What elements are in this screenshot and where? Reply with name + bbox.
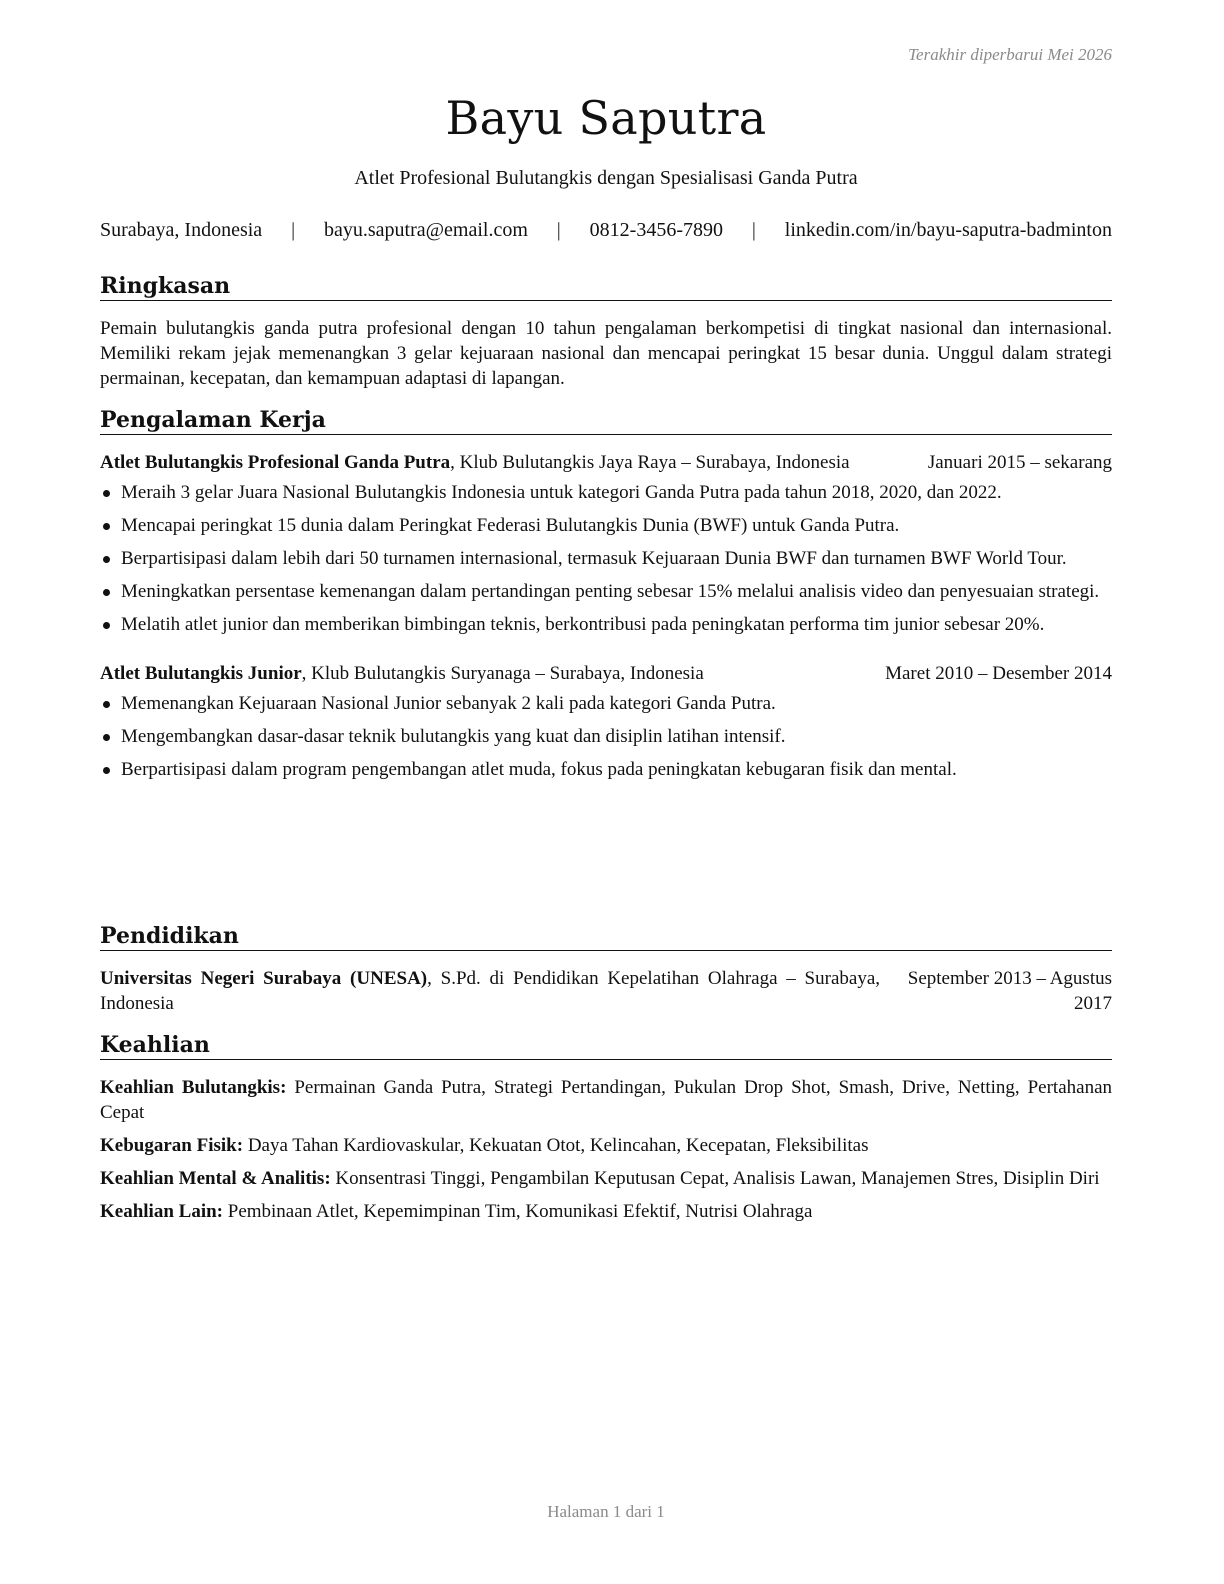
candidate-name: Bayu Saputra	[445, 91, 767, 145]
bullet-icon	[103, 490, 110, 497]
job-role: Atlet Bulutangkis Junior	[100, 663, 302, 684]
page-number: Halaman 1 dari 1	[547, 1502, 665, 1521]
job-bullet: Mencapai peringkat 15 dunia dalam Peringkat Federasi Bulutangkis Dunia (BWF) untuk Ganda Putra.	[100, 513, 1112, 538]
job-bullet: Berpartisipasi dalam program pengembangan atlet muda, fokus pada peningkatan kebugaran fisik dan mental.	[100, 757, 1112, 782]
job-entry	[100, 450, 1112, 637]
bullet-icon	[103, 767, 110, 774]
contact-linkedin[interactable]: linkedin.com/in/bayu-saputra-badminton	[784, 219, 1112, 241]
job-dates: Maret 2010 – Desember 2014	[885, 663, 1112, 684]
job-organization: , Klub Bulutangkis Suryanaga – Surabaya, Indonesia	[301, 663, 704, 684]
experience-section	[100, 406, 1112, 782]
job-bullet: Meningkatkan persentase kemenangan dalam pertandingan penting sebesar 15% melalui analisis video dan penyesuaian strategi.	[100, 579, 1112, 604]
last-updated-note: Terakhir diperbarui Mei 2026	[908, 45, 1112, 64]
contact-separator: |	[291, 219, 296, 241]
candidate-tagline: Atlet Profesional Bulutangkis dengan Spesialisasi Ganda Putra	[354, 167, 858, 189]
job-organization: , Klub Bulutangkis Jaya Raya – Surabaya, Indonesia	[450, 452, 850, 473]
education-title-line	[100, 966, 880, 1016]
summary-text: Pemain bulutangkis ganda putra profesional dengan 10 tahun pengalaman berkompetisi di tingkat nasional dan internasional. Memiliki rekam jejak memenangkan 3 gelar kejuaraan nasional dan mencapai peringkat 15 besar dunia. Unggul dalam strategi permainan, kecepatan, dan kemampuan adaptasi di lapangan.	[100, 318, 1112, 389]
skill-row	[100, 1199, 1112, 1224]
education-dates: September 2013 – Agustus 2017	[907, 968, 1112, 1014]
job-title-line	[100, 450, 890, 475]
section-title: Pendidikan	[100, 922, 1112, 951]
job-header	[100, 450, 1112, 475]
skill-label: Keahlian Lain:	[100, 1201, 223, 1222]
bullet-icon	[103, 701, 110, 708]
section-title: Ringkasan	[100, 272, 1112, 301]
skill-row	[100, 1166, 1112, 1191]
contact-separator: |	[556, 219, 561, 241]
contact-line	[100, 219, 1112, 242]
summary-section	[100, 272, 1112, 391]
education-section	[100, 922, 1112, 1016]
section-title: Pengalaman Kerja	[100, 406, 1112, 435]
skill-value: Permainan Ganda Putra, Strategi Pertandingan, Pukulan Drop Shot, Smash, Drive, Netting, Pertahanan Cepat	[100, 1077, 1113, 1123]
skill-label: Kebugaran Fisik:	[100, 1135, 244, 1156]
contact-location: Surabaya, Indonesia	[100, 219, 263, 241]
job-bullet: Memenangkan Kejuaraan Nasional Junior sebanyak 2 kali pada kategori Ganda Putra.	[100, 691, 1112, 716]
job-bullet-list	[100, 691, 1112, 782]
job-bullet: Meraih 3 gelar Juara Nasional Bulutangkis Indonesia untuk kategori Ganda Putra pada tahun 2018, 2020, dan 2022.	[100, 480, 1112, 505]
job-role: Atlet Bulutangkis Profesional Ganda Putra	[100, 452, 451, 473]
job-bullet-list	[100, 480, 1112, 637]
job-header	[100, 661, 1112, 686]
contact-separator: |	[751, 219, 756, 241]
skill-row	[100, 1075, 1112, 1125]
section-title: Keahlian	[100, 1031, 1112, 1060]
education-detail: , S.Pd. di Pendidikan Kepelatihan Olahraga – Surabaya, Indonesia	[100, 968, 880, 1014]
skill-row	[100, 1133, 1112, 1158]
education-entry	[100, 966, 1112, 1016]
skill-value: Konsentrasi Tinggi, Pengambilan Keputusan Cepat, Analisis Lawan, Manajemen Stres, Disiplin Diri	[330, 1168, 1100, 1189]
skill-value: Pembinaan Atlet, Kepemimpinan Tim, Komunikasi Efektif, Nutrisi Olahraga	[223, 1201, 813, 1222]
education-school: Universitas Negeri Surabaya (UNESA)	[100, 968, 428, 989]
skills-section	[100, 1031, 1112, 1224]
job-title-line	[100, 661, 830, 686]
skill-value: Daya Tahan Kardiovaskular, Kekuatan Otot, Kelincahan, Kecepatan, Fleksibilitas	[243, 1135, 869, 1156]
contact-phone[interactable]: 0812-3456-7890	[589, 219, 723, 241]
bullet-icon	[103, 556, 110, 563]
bullet-icon	[103, 622, 110, 629]
job-bullet: Melatih atlet junior dan memberikan bimbingan teknis, berkontribusi pada peningkatan performa tim junior sebesar 20%.	[100, 612, 1112, 637]
skill-label: Keahlian Bulutangkis:	[100, 1077, 287, 1098]
bullet-icon	[103, 523, 110, 530]
bullet-icon	[103, 734, 110, 741]
contact-email[interactable]: bayu.saputra@email.com	[323, 219, 528, 241]
job-bullet: Mengembangkan dasar-dasar teknik bulutangkis yang kuat dan disiplin latihan intensif.	[100, 724, 1112, 749]
resume-page	[100, 0, 1112, 1584]
bullet-icon	[103, 589, 110, 596]
job-entry	[100, 661, 1112, 782]
job-bullet: Berpartisipasi dalam lebih dari 50 turnamen internasional, termasuk Kejuaraan Dunia BWF dan turnamen BWF World Tour.	[100, 546, 1112, 571]
job-dates: Januari 2015 – sekarang	[927, 452, 1112, 473]
skill-label: Keahlian Mental & Analitis:	[100, 1168, 331, 1189]
